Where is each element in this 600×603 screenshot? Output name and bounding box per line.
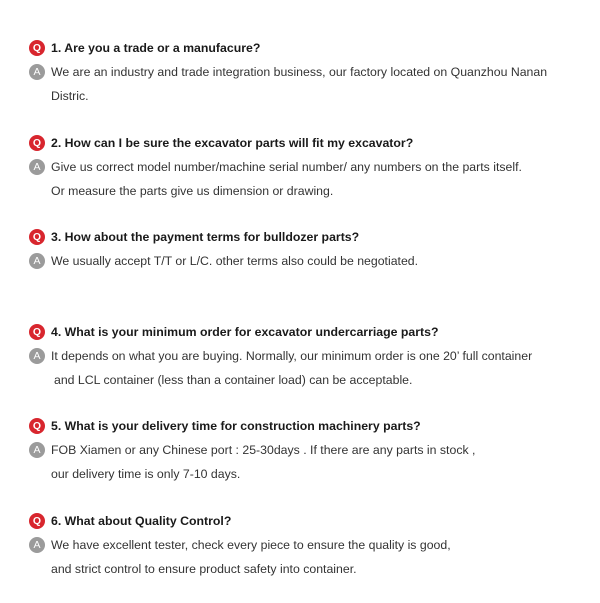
question-badge-icon: Q [29, 324, 45, 340]
question-badge-icon: Q [29, 40, 45, 56]
answer-badge-icon: A [29, 348, 45, 364]
faq-answer-5 [29, 438, 589, 462]
faq-answer-6 [29, 533, 589, 557]
question-text: 3. How about the payment terms for bulldozer parts? [51, 230, 359, 244]
answer-badge-icon: A [29, 442, 45, 458]
answer-text-continued: our delivery time is only 7-10 days. [29, 462, 589, 486]
faq-item-3 [29, 225, 589, 320]
faq-item-5 [29, 414, 589, 509]
faq-question-1 [29, 36, 589, 60]
answer-text: We usually accept T/T or L/C. other terms also could be negotiated. [51, 254, 418, 268]
question-badge-icon: Q [29, 135, 45, 151]
question-text: 4. What is your minimum order for excavator undercarriage parts? [51, 325, 438, 339]
answer-text-continued: and strict control to ensure product safety into container. [29, 557, 589, 581]
faq-item-1 [29, 36, 589, 131]
answer-text-continued: Or measure the parts give us dimension or drawing. [29, 179, 589, 203]
answer-text-continued: Distric. [29, 84, 589, 108]
question-badge-icon: Q [29, 513, 45, 529]
faq-question-5 [29, 414, 589, 438]
question-text: 1. Are you a trade or a manufacure? [51, 41, 260, 55]
faq-question-4 [29, 320, 589, 344]
question-badge-icon: Q [29, 229, 45, 245]
faq-item-4 [29, 320, 589, 415]
faq-item-6 [29, 509, 589, 603]
answer-text-continued: and LCL container (less than a container load) can be acceptable. [29, 368, 589, 392]
answer-text: Give us correct model number/machine serial number/ any numbers on the parts itself. [51, 160, 522, 174]
question-text: 6. What about Quality Control? [51, 514, 231, 528]
faq-answer-3 [29, 249, 589, 273]
faq-answer-2 [29, 155, 589, 179]
faq-question-6 [29, 509, 589, 533]
answer-text: We are an industry and trade integration business, our factory located on Quanzhou Nanan [51, 65, 547, 79]
question-text: 5. What is your delivery time for construction machinery parts? [51, 419, 421, 433]
answer-text: FOB Xiamen or any Chinese port : 25-30days . If there are any parts in stock , [51, 443, 475, 457]
faq-list [29, 36, 589, 603]
answer-badge-icon: A [29, 537, 45, 553]
answer-badge-icon: A [29, 64, 45, 80]
faq-answer-4 [29, 344, 589, 368]
faq-question-2 [29, 131, 589, 155]
faq-question-3 [29, 225, 589, 249]
answer-text: We have excellent tester, check every piece to ensure the quality is good, [51, 538, 451, 552]
answer-text: It depends on what you are buying. Normally, our minimum order is one 20’ full container [51, 349, 532, 363]
faq-item-2 [29, 131, 589, 226]
question-text: 2. How can I be sure the excavator parts will fit my excavator? [51, 136, 413, 150]
answer-badge-icon: A [29, 159, 45, 175]
answer-badge-icon: A [29, 253, 45, 269]
question-badge-icon: Q [29, 418, 45, 434]
faq-answer-1 [29, 60, 589, 84]
